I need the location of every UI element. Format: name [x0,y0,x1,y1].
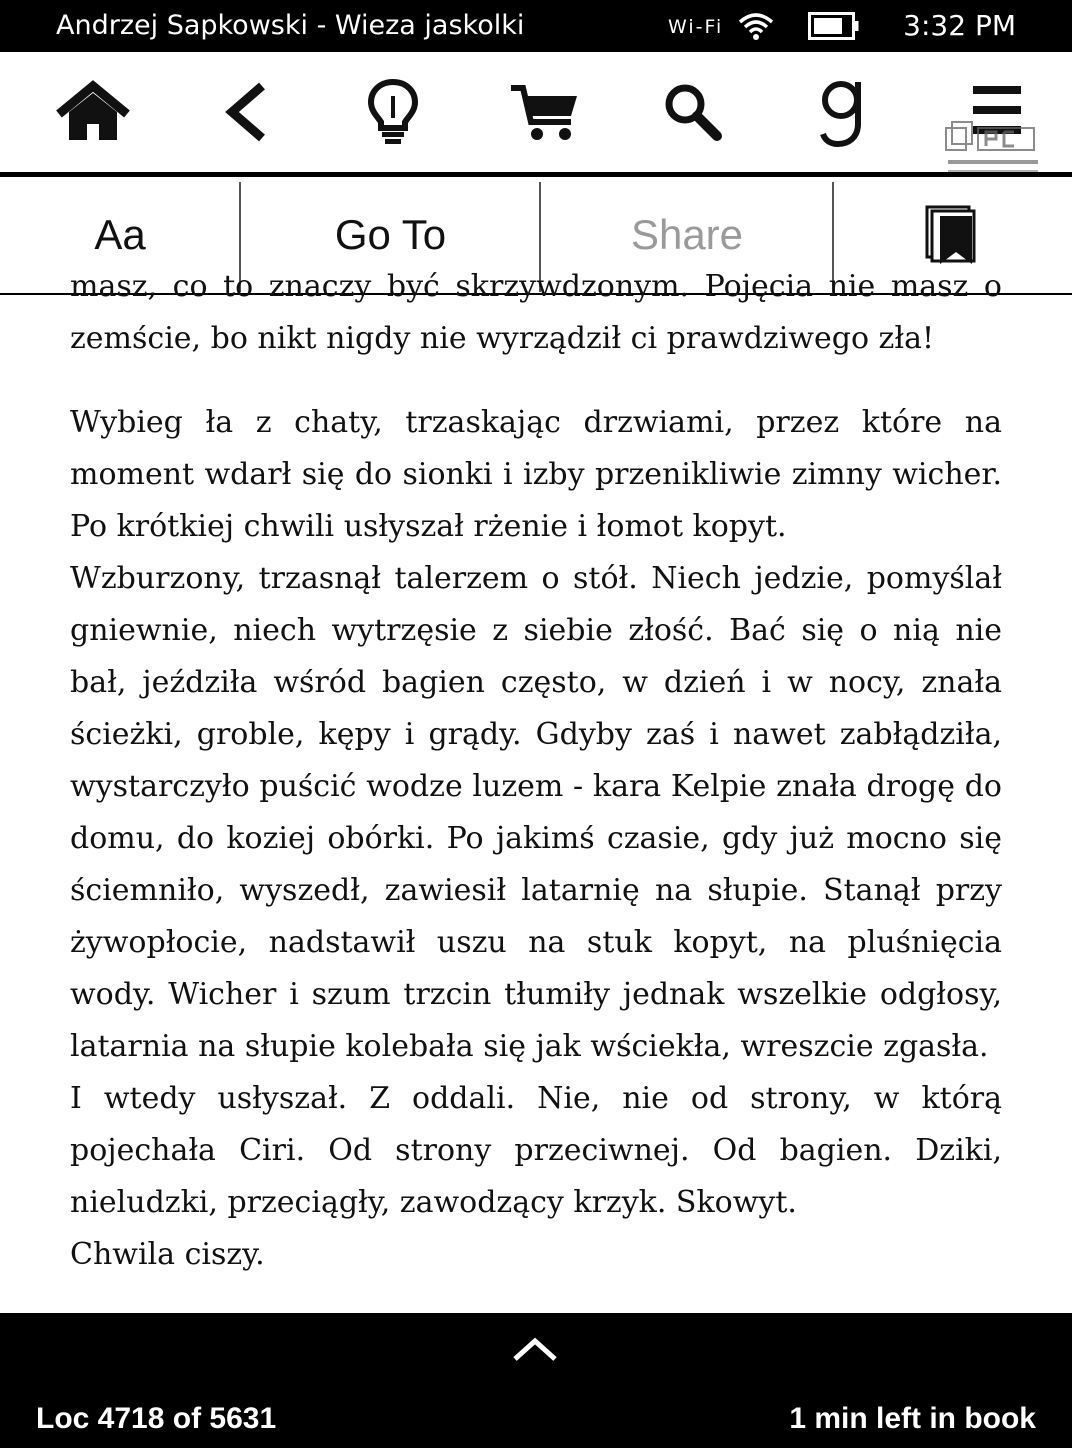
toolbar [0,52,1072,172]
back-button[interactable] [200,72,290,152]
paragraph: I wtedy usłyszał. Z oddali. Nie, nie od strony, w którą pojechała Ciri. Od strony przeciwnej. Od bagien. Dziki, nieludzki, przeciągły, zawodzący krzyk. Skowyt. [70,1081,1002,1220]
paragraph: Chwila ciszy. [70,1237,265,1272]
light-button[interactable] [348,72,438,152]
search-button[interactable] [648,72,738,152]
paragraph: Wybieg ła z chaty, trzaskając drzwiami, przez które na moment wdarł się do sionki i izby przenikliwie zimny wicher. Po krótkiej chwili usłyszał rżenie i łomot kopyt. [70,405,1002,544]
book-text [70,261,1002,1281]
battery-icon [808,12,860,40]
wifi-label: Wi-Fi [668,16,724,38]
share-label: Share [630,211,744,258]
lightbulb-icon [365,78,421,146]
clock: 3:32 PM [903,9,1016,42]
footer-bar [0,1313,1072,1448]
chevron-up-icon[interactable] [510,1333,560,1363]
book-title: Andrzej Sapkowski - Wieza jaskolki [56,10,525,41]
font-settings-label: Aa [94,211,146,258]
goodreads-icon [818,76,868,148]
home-icon [53,80,133,144]
status-bar [0,0,1072,52]
goodreads-button[interactable] [798,72,888,152]
paragraph: masz, co to znaczy być skrzywdzonym. Pojęcia nie masz o zemście, bo nikt nigdy nie wyrządził ci prawdziwego zła! [70,269,1002,356]
book-page[interactable] [0,269,1072,1313]
time-left[interactable]: 1 min left in book [789,1402,1036,1435]
search-icon [661,80,725,144]
store-button[interactable] [500,72,590,152]
back-icon [220,80,270,144]
wifi-icon [736,10,776,42]
reading-location[interactable]: Loc 4718 of 5631 [36,1402,277,1435]
home-button[interactable] [48,72,138,152]
paragraph: Wzburzony, trzasnął talerzem o stół. Niech jedzie, pomyślał gniewnie, niech wytrzęsie z siebie złość. Bać się o nią nie bał, jeździła wśród bagien często, w dzień i w nocy, znała ścieżki, groble, kępy i grądy. Gdyby zaś i nawet zabłądziła, wystarczyło puścić wodze luzem - kara Kelpie znała drogę do domu, do koziej obórki. Po jakimś czasie, gdy już mocno się ściemniło, wyszedł, zawiesił latarnię na słupie. Stanął przy żywopłocie, nadstawił uszu na stuk kopyt, na pluśnięcia wody. Wicher i szum trzcin tłumiły jednak wszelkie odgłosy, latarnia na słupie kolebała się jak wściekła, wreszcie zgasła. [70,561,1002,1064]
goto-label: Go To [334,211,447,258]
bookmark-icon [924,204,982,266]
cart-icon [509,80,581,144]
